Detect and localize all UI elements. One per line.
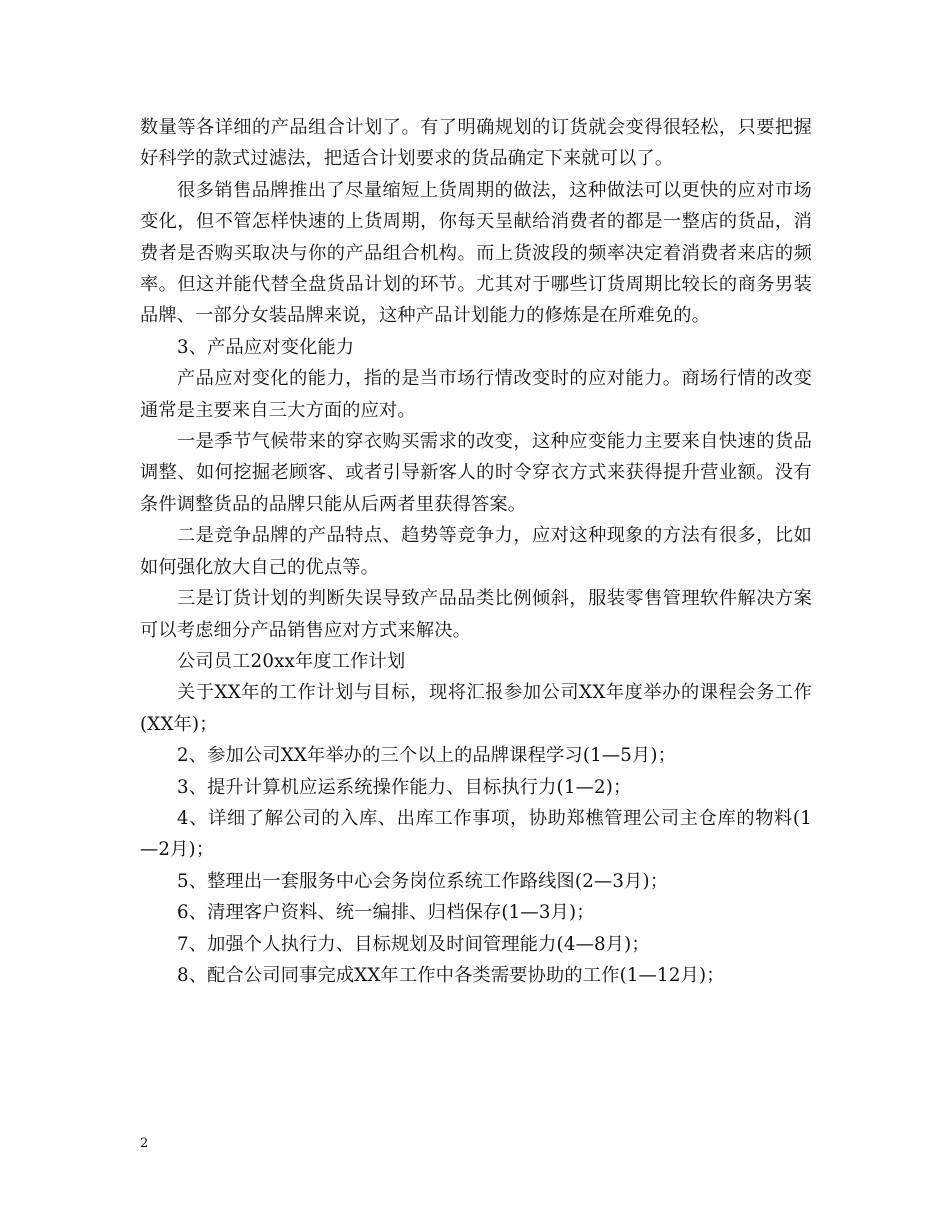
list-item-plan-6: 6、清理客户资料、统一编排、归档保存(1—3月)；: [177, 902, 595, 924]
paragraph-second-aspect: 二是竞争品牌的产品特点、趋势等竞争力，应对这种现象的方法有很多，比如如何强化放大自己的优点等。: [140, 525, 812, 578]
page-number: 2: [140, 1136, 149, 1151]
list-item-plan-7: 7、加强个人执行力、目标规划及时间管理能力(4—8月)；: [177, 933, 650, 955]
paragraph-continuation: 数量等各详细的产品组合计划了。有了明确规划的订货就会变得很轻松，只要把握好科学的款式过滤法，把适合计划要求的货品确定下来就可以了。: [140, 117, 812, 170]
list-item-plan-4: 4、详细了解公司的入库、出库工作事项，协助郑樵管理公司主仓库的物料(1—2月)；: [140, 807, 812, 861]
paragraph-third-aspect: 三是订货计划的判断失误导致产品品类比例倾斜，服装零售管理软件解决方案可以考虑细分产品销售应对方式来解决。: [140, 588, 812, 641]
list-item-plan-5: 5、整理出一套服务中心会务岗位系统工作路线图(2—3月)；: [177, 870, 669, 892]
paragraph-change-ability: 产品应对变化的能力，指的是当市场行情改变时的应对能力。商场行情的改变通常是主要来自三大方面的应对。: [140, 368, 812, 421]
document-body: [140, 112, 812, 991]
paragraph-plan-intro: 关于XX年的工作计划与目标，现将汇报参加公司XX年度举办的课程会务工作(XX年)；: [140, 682, 812, 735]
paragraph-first-aspect: 一是季节气候带来的穿衣购买需求的改变，这种应变能力主要来自快速的货品调整、如何挖掘老顾客、或者引导新客人的时令穿衣方式来获得提升营业额。没有条件调整货品的品牌只能从后两者里获得答案。: [140, 431, 812, 515]
section-heading-work-plan: 公司员工20xx年度工作计划: [177, 650, 406, 672]
list-item-plan-8: 8、配合公司同事完成XX年工作中各类需要协助的工作(1—12月)；: [177, 964, 725, 986]
list-item-plan-2: 2、参加公司XX年举办的三个以上的品牌课程学习(1—5月)；: [177, 745, 677, 767]
section-heading-change-ability: 3、产品应对变化能力: [177, 336, 355, 358]
list-item-plan-3: 3、提升计算机应运系统操作能力、目标执行力(1—2)；: [177, 776, 632, 798]
paragraph-delivery-cycle: 很多销售品牌推出了尽量缩短上货周期的做法，这种做法可以更快的应对市场变化，但不管怎样快速的上货周期，你每天呈献给消费者的都是一整店的货品，消费者是否购买取决与你的产品组合机构。而上货波段的频率决定着消费者来店的频率。但这并能代替全盘货品计划的环节。尤其对于哪些订货周期比较长的商务男装品牌、一部分女装品牌来说，这种产品计划能力的修炼是在所难免的。: [140, 179, 812, 327]
